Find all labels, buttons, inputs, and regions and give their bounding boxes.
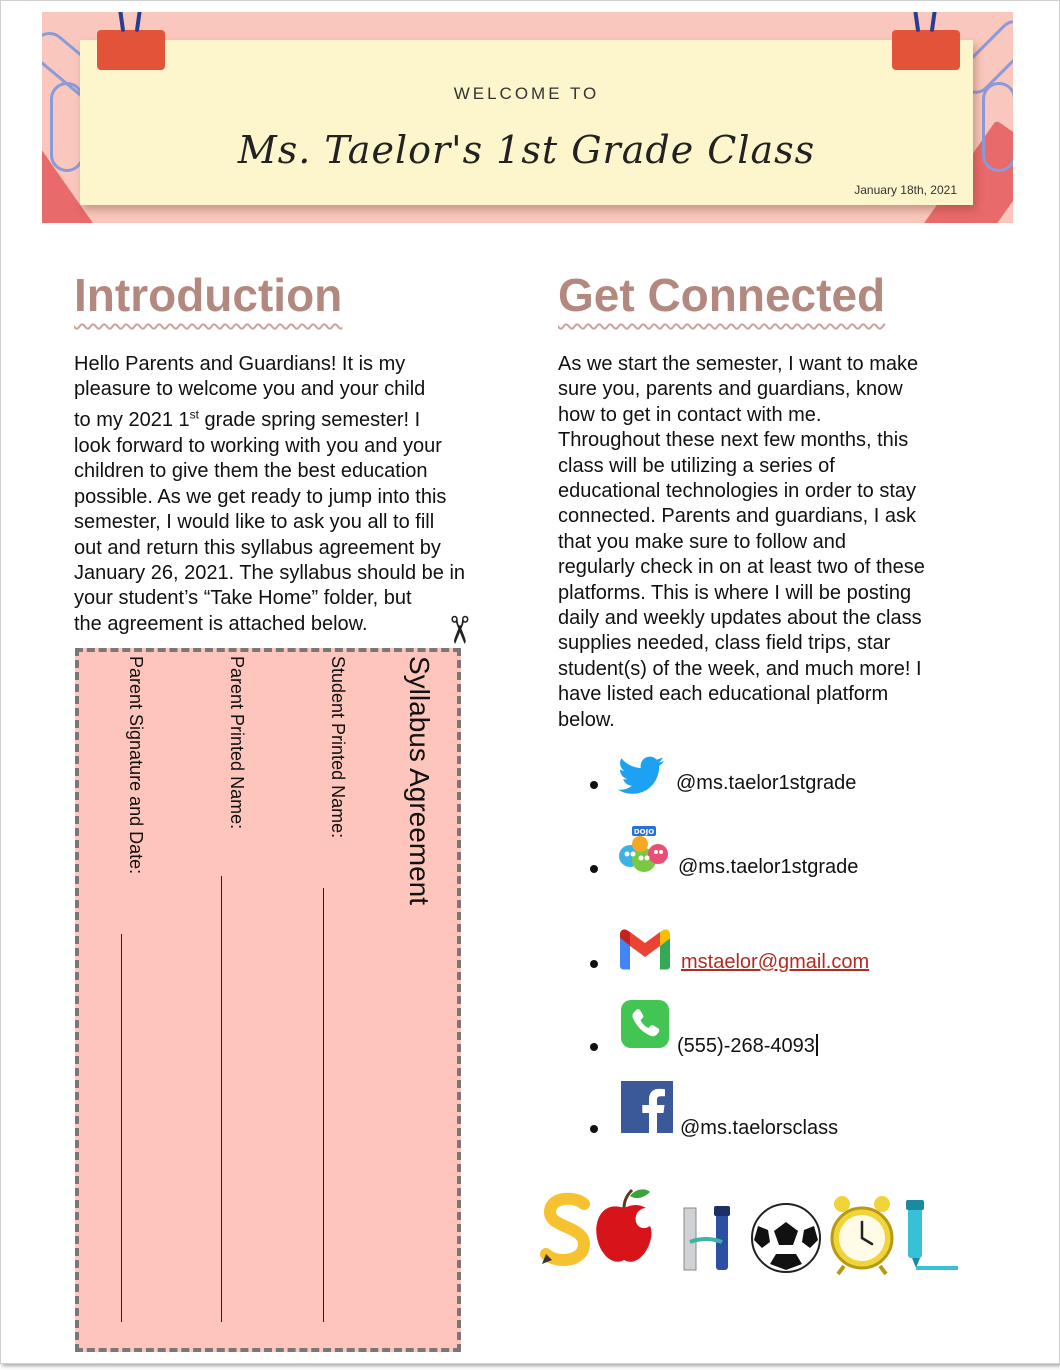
ruler-marker-h-icon — [684, 1206, 730, 1270]
text-line: children to give them the best education — [74, 460, 428, 483]
phone-number-text: (555)-268-4093 — [677, 1035, 815, 1057]
classdojo-icon[interactable] — [618, 824, 668, 874]
text-line: Throughout these next few months, this — [558, 429, 909, 452]
text-line: platforms. This is where I will be posting — [558, 581, 912, 604]
parent-signature-label: Parent Signature and Date: — [126, 656, 146, 875]
banner-date: January 18th, 2021 — [854, 183, 957, 197]
facebook-handle[interactable]: @ms.taelorsclass — [680, 1117, 839, 1139]
list-bullet — [590, 1043, 598, 1051]
text-line: the agreement is attached below. — [74, 612, 368, 635]
text-line: Hello Parents and Guardians! It is my — [74, 353, 406, 375]
twitter-handle[interactable]: @ms.taelor1stgrade — [676, 772, 857, 794]
student-name-line[interactable] — [323, 888, 324, 1322]
apple-icon — [596, 1189, 651, 1261]
text-line: look forward to working with you and your — [74, 434, 442, 457]
introduction-heading: Introduction — [74, 269, 343, 321]
text-line: below. — [558, 708, 615, 731]
text-line: how to get in contact with me. — [558, 403, 822, 426]
text-line: connected. Parents and guardians, I ask — [558, 505, 917, 528]
get-connected-text — [558, 352, 998, 733]
get-connected-heading: Get Connected — [558, 269, 886, 321]
pencil-s-icon — [546, 1199, 584, 1260]
agreement-title: Syllabus Agreement — [404, 656, 435, 906]
binder-clip-icon — [97, 30, 165, 70]
text-line: daily and weekly updates about the class — [558, 607, 922, 630]
phone-icon[interactable] — [621, 1000, 669, 1048]
school-word-art — [540, 1186, 960, 1276]
text-cursor — [816, 1034, 818, 1056]
student-name-label: Student Printed Name: — [328, 656, 348, 839]
text-line: pleasure to welcome you and your child — [74, 378, 426, 401]
syllabus-agreement-form — [75, 648, 461, 1352]
text-line: possible. As we get ready to jump into this — [74, 485, 447, 508]
phone-number[interactable] — [677, 1034, 818, 1058]
welcome-banner — [42, 12, 1013, 223]
parent-signature-line[interactable] — [121, 934, 122, 1322]
text-line: your student’s “Take Home” folder, but — [74, 587, 412, 610]
welcome-label: WELCOME TO — [453, 84, 600, 103]
classdojo-label: DOJO — [633, 828, 655, 836]
text-line: supplies needed, class field trips, star — [558, 632, 891, 655]
text-line: have listed each educational platform — [558, 683, 889, 706]
title-note — [80, 40, 973, 205]
list-bullet — [590, 1125, 598, 1133]
introduction-text — [74, 352, 519, 637]
list-bullet — [590, 865, 598, 873]
soccer-ball-icon — [752, 1204, 820, 1272]
classdojo-handle[interactable]: @ms.taelor1stgrade — [678, 856, 859, 878]
text-line: that you make sure to follow and — [558, 530, 846, 553]
text-line: out and return this syllabus agreement by — [74, 536, 441, 559]
facebook-icon[interactable] — [621, 1081, 673, 1133]
gmail-icon[interactable] — [618, 928, 672, 970]
text-line: sure you, parents and guardians, know — [558, 378, 903, 401]
binder-clip-icon — [892, 30, 960, 70]
text-line: educational technologies in order to stay — [558, 480, 917, 503]
scissors-icon: ✂ — [436, 614, 479, 646]
text-line: As we start the semester, I want to make — [558, 353, 919, 375]
parent-name-label: Parent Printed Name: — [227, 656, 247, 830]
parent-name-line[interactable] — [221, 876, 222, 1322]
ordinal-suffix: st — [189, 407, 199, 422]
text-line: to my 2021 1st grade spring semester! I — [74, 407, 421, 432]
highlighter-l-icon — [906, 1200, 958, 1270]
paperclip-icon — [982, 82, 1013, 172]
text-line: semester, I would like to ask you all to fill — [74, 511, 435, 534]
text-line: class will be utilizing a series of — [558, 454, 835, 477]
text-line: regularly check in on at least two of these — [558, 556, 925, 579]
text-line: student(s) of the week, and much more! I — [558, 657, 922, 680]
class-title: Ms. Taelor's 1st Grade Class — [237, 128, 816, 172]
text-line: January 26, 2021. The syllabus should be in — [74, 561, 466, 584]
twitter-icon[interactable] — [618, 756, 666, 796]
paperclip-icon — [50, 82, 84, 172]
email-link[interactable]: mstaelor@gmail.com — [681, 951, 870, 973]
list-bullet — [590, 781, 598, 789]
alarm-clock-icon — [832, 1196, 892, 1274]
list-bullet — [590, 960, 598, 968]
